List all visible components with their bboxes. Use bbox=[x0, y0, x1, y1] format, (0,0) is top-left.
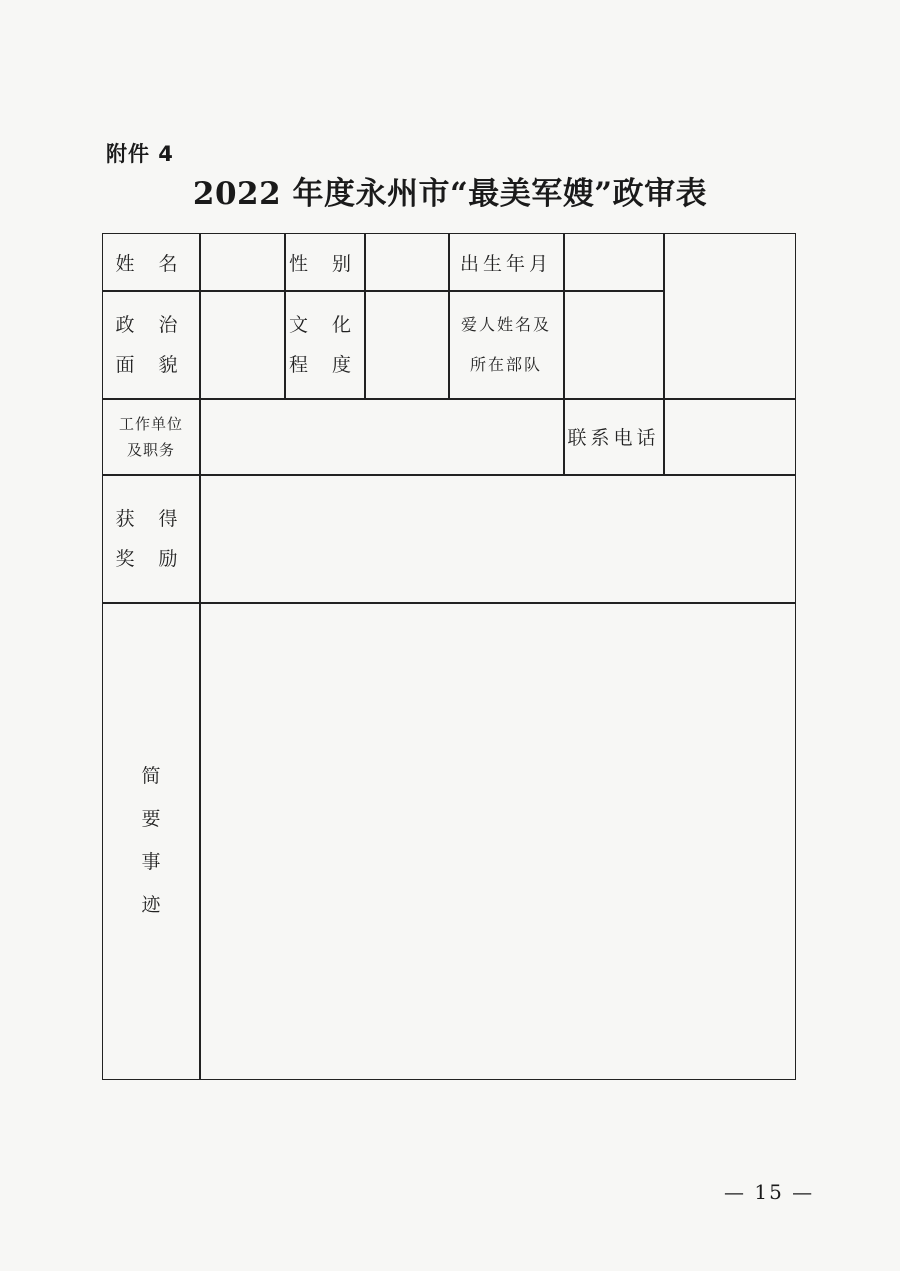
page-number: — 15 — bbox=[724, 1180, 815, 1204]
awards-label-line1: 获 得 bbox=[115, 507, 187, 530]
work-unit-label bbox=[103, 399, 199, 474]
education-label bbox=[285, 291, 364, 398]
political-status-label bbox=[103, 291, 199, 398]
spouse-unit-label-line2: 所在部队 bbox=[469, 354, 542, 374]
birth-date-label: 出生年月 bbox=[459, 252, 552, 275]
deeds-label-char: 迹 bbox=[141, 894, 161, 916]
political-status-label-line2: 面 貌 bbox=[115, 353, 187, 376]
political-status-field[interactable] bbox=[200, 291, 284, 398]
gender-field[interactable] bbox=[365, 234, 448, 290]
name-field[interactable] bbox=[200, 234, 284, 290]
awards-field[interactable] bbox=[200, 475, 795, 602]
spouse-unit-label-line1: 爱人姓名及 bbox=[460, 314, 551, 334]
gender-label: 性 别 bbox=[288, 252, 361, 275]
political-status-label-line1: 政 治 bbox=[115, 313, 187, 336]
deeds-label-char: 要 bbox=[141, 808, 161, 830]
education-label-line2: 程 度 bbox=[288, 353, 361, 376]
phone-field[interactable] bbox=[664, 399, 795, 474]
work-unit-field[interactable] bbox=[200, 399, 563, 474]
deeds-label-char: 简 bbox=[141, 765, 161, 787]
work-unit-label-line1: 工作单位 bbox=[118, 414, 183, 433]
spouse-unit-label bbox=[449, 291, 563, 398]
name-label: 姓 名 bbox=[115, 252, 187, 275]
work-unit-label-line2: 及职务 bbox=[126, 440, 175, 459]
deeds-label bbox=[103, 603, 199, 1079]
awards-label bbox=[103, 475, 199, 602]
photo-box[interactable] bbox=[664, 234, 795, 398]
birth-date-field[interactable] bbox=[564, 234, 663, 290]
deeds-label-char: 事 bbox=[141, 851, 161, 873]
awards-label-line2: 奖 励 bbox=[115, 547, 187, 570]
review-form-table bbox=[102, 233, 796, 1080]
page-title: 2022 年度永州市“最美军嫂”政审表 bbox=[192, 176, 708, 212]
phone-label: 联系电话 bbox=[567, 427, 660, 449]
attachment-label: 附件 4 bbox=[106, 142, 174, 166]
deeds-field[interactable] bbox=[200, 603, 795, 1079]
education-label-line1: 文 化 bbox=[288, 313, 361, 336]
education-field[interactable] bbox=[365, 291, 448, 398]
spouse-unit-field[interactable] bbox=[564, 291, 663, 398]
